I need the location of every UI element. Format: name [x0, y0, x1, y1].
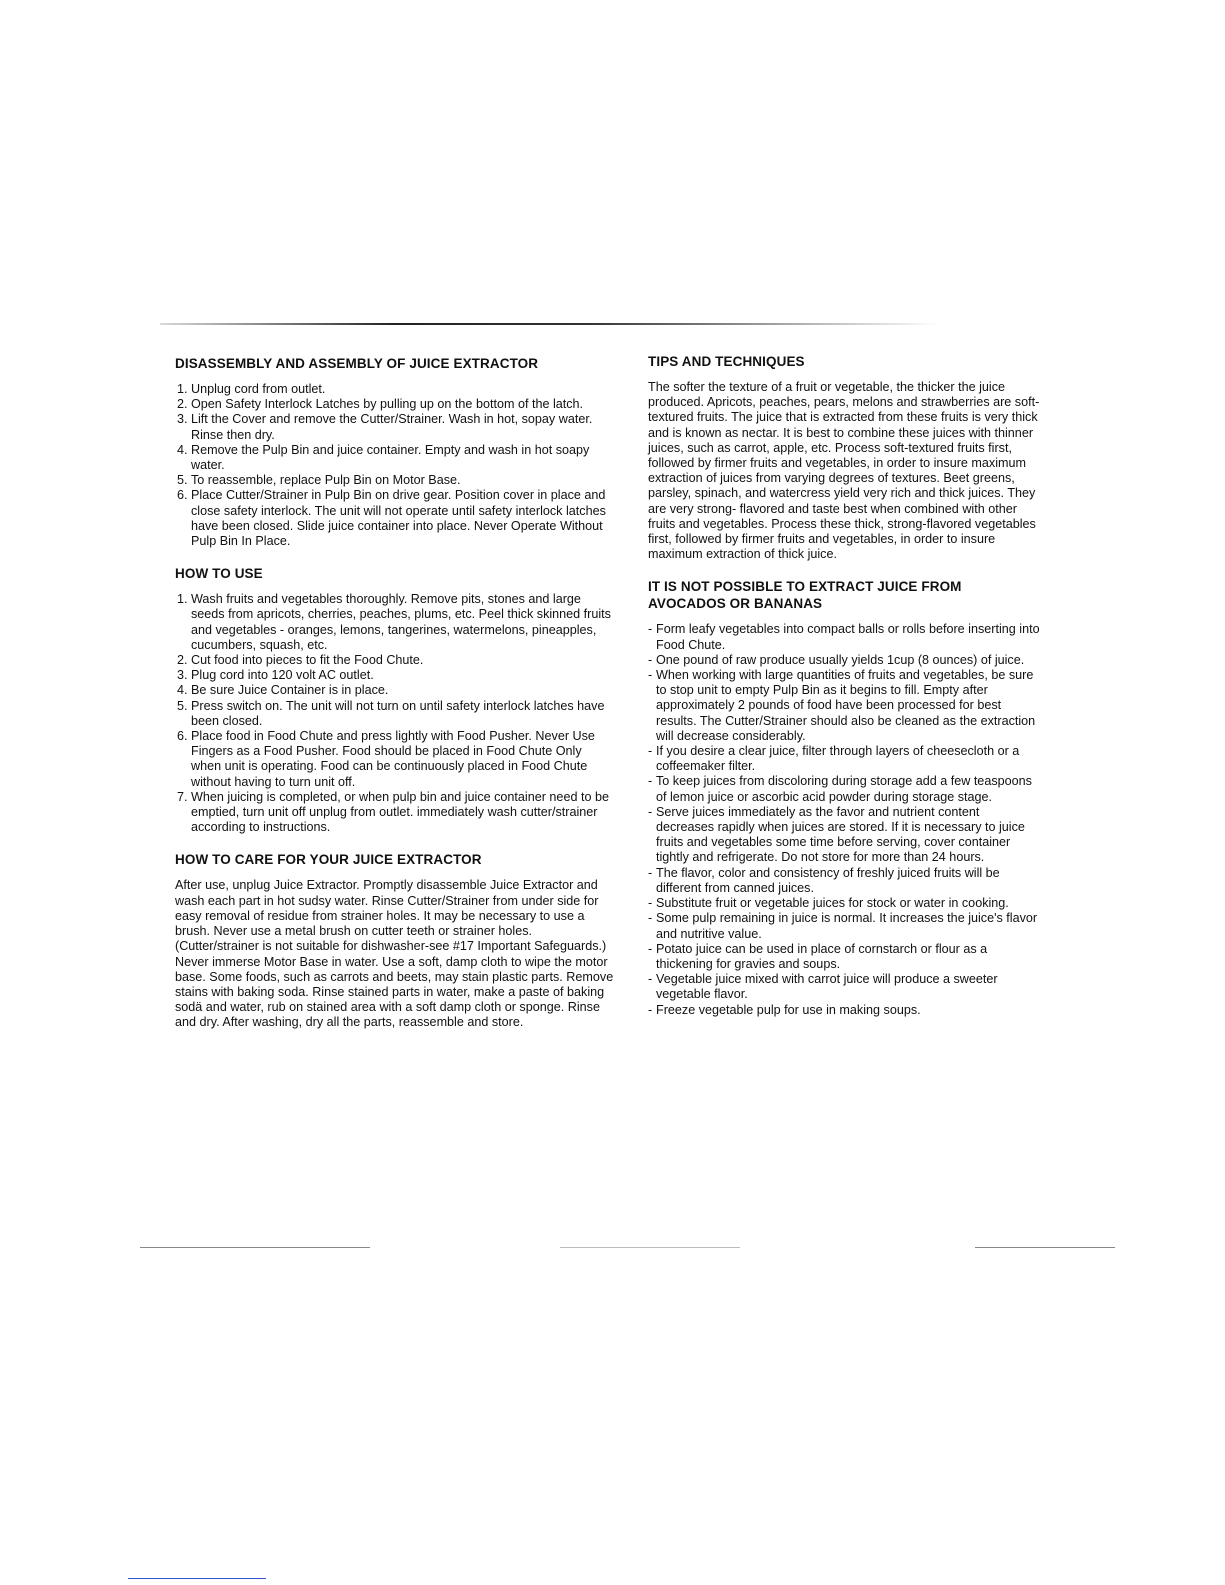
list-item: 5. Press switch on. The unit will not turn on until safety interlock latches have been closed.: [191, 699, 615, 729]
list-item: - If you desire a clear juice, filter through layers of cheesecloth or a coffeemaker filter.: [648, 744, 1040, 774]
list-item: 1. Wash fruits and vegetables thoroughly. Remove pits, stones and large seeds from apricots, cherries, peaches, plums, etc. Peel thick skinned fruits and vegetables - oranges, lemons, tangerines, watermelons, pineapples, cucumbers, squash, etc.: [191, 592, 615, 653]
tips-list: [648, 622, 1040, 1017]
list-item: 2. Open Safety Interlock Latches by pulling up on the bottom of the latch.: [191, 397, 615, 412]
care-section: [175, 851, 615, 1030]
bottom-divider-middle: [560, 1247, 740, 1248]
bottom-divider-left: [140, 1247, 370, 1248]
list-item: 3. Plug cord into 120 volt AC outlet.: [191, 668, 615, 683]
list-item: - Freeze vegetable pulp for use in making soups.: [648, 1003, 1040, 1018]
list-item: - Vegetable juice mixed with carrot juice will produce a sweeter vegetable flavor.: [648, 972, 1040, 1002]
list-item: - Serve juices immediately as the favor and nutrient content decreases rapidly when juices are stored. If it is necessary to juice fruits and vegetables some time before serving, cover container tightly and refrigerate. Do not store for more than 24 hours.: [648, 805, 1040, 866]
list-item: 4. Remove the Pulp Bin and juice container. Empty and wash in hot soapy water.: [191, 443, 615, 473]
list-item: - Some pulp remaining in juice is normal. It increases the juice's flavor and nutritive value.: [648, 911, 1040, 941]
list-item: 7. When juicing is completed, or when pulp bin and juice container need to be emptied, turn unit off unplug from outlet. immediately wash cutter/strainer according to instructions.: [191, 790, 615, 836]
care-body: After use, unplug Juice Extractor. Promptly disassemble Juice Extractor and wash each part in hot sudsy water. Rinse Cutter/Strainer from under side for easy removal of residue from strainer holes. It may be necessary to use a brush. Never use a metal brush on cutter teeth or strainer holes. (Cutter/strainer is not suitable for dishwasher-see #17 Important Safeguards.) Never immerse Motor Base in water. Use a soft, damp cloth to wipe the motor base. Some foods, such as carrots and beets, may stain plastic parts. Remove stains with baking soda. Rinse stained parts in water, make a paste of baking sodä and water, rub on stained area with a soft damp cloth or sponge. Rinse and dry. After washing, dry all the parts, reassemble and store.: [175, 878, 614, 1030]
list-item: 1. Unplug cord from outlet.: [191, 382, 615, 397]
list-item: 4. Be sure Juice Container is in place.: [191, 683, 615, 698]
bottom-divider-right: [975, 1247, 1115, 1248]
right-column: [648, 353, 1040, 1034]
disassembly-heading: DISASSEMBLY AND ASSEMBLY OF JUICE EXTRACTOR: [175, 356, 539, 371]
tips-section: [648, 353, 1040, 562]
list-item: - Potato juice can be used in place of cornstarch or flour as a thickening for gravies and soups.: [648, 942, 1040, 972]
disassembly-section: [175, 355, 615, 549]
top-divider-line: [160, 323, 940, 325]
how-to-use-steps: [175, 592, 615, 835]
list-item: 6. Place food in Food Chute and press lightly with Food Pusher. Never Use Fingers as a Food Pusher. Food should be placed in Food Chute Only when unit is operating. Food can be continuously placed in Food Chute without having to turn unit off.: [191, 729, 615, 790]
list-item: - Substitute fruit or vegetable juices for stock or water in cooking.: [648, 896, 1040, 911]
list-item: 2. Cut food into pieces to fit the Food Chute.: [191, 653, 615, 668]
list-item: 3. Lift the Cover and remove the Cutter/Strainer. Wash in hot, sopay water. Rinse then dry.: [191, 412, 615, 442]
how-to-use-section: [175, 565, 615, 835]
footer-underline: [128, 1578, 266, 1579]
list-item: - To keep juices from discoloring during storage add a few teaspoons of lemon juice or ascorbic acid powder during storage stage.: [648, 774, 1040, 804]
tips-body: The softer the texture of a fruit or vegetable, the thicker the juice produced. Apricots, peaches, pears, melons and strawberries are soft-textured fruits. The juice that is extracted from these fruits is very thick and is known as nectar. It is best to combine these juices with thinner juices, such as carrot, apple, etc. Process soft-textured fruits first, followed by firmer fruits and vegetables, in order to insure maximum extraction of juices from varying degrees of textures. Beet greens, parsley, spinach, and watercress yield very rich and thick juices. They are very strong- flavored and taste best when combined with other fruits and vegetables. Process these thick, strong-flavored vegetables first, followed by firmer fruits and vegetables, in order to insure maximum extraction of thick juice.: [648, 380, 1040, 562]
list-item: 5. To reassemble, replace Pulp Bin on Motor Base.: [191, 473, 615, 488]
left-column: [175, 355, 615, 1047]
disassembly-steps: [175, 382, 615, 549]
care-heading: HOW TO CARE FOR YOUR JUICE EXTRACTOR: [175, 852, 482, 868]
tips-heading: TIPS AND TECHNIQUES: [648, 354, 805, 369]
list-item: - Form leafy vegetables into compact balls or rolls before inserting into Food Chute.: [648, 622, 1040, 652]
avocados-heading: IT IS NOT POSSIBLE TO EXTRACT JUICE FROM AVOCADOS OR BANANAS: [648, 579, 962, 612]
list-item: - The flavor, color and consistency of freshly juiced fruits will be different from canned juices.: [648, 866, 1040, 896]
avocados-section: [648, 578, 1040, 1017]
list-item: - When working with large quantities of fruits and vegetables, be sure to stop unit to empty Pulp Bin as it begins to fill. Empty after approximately 2 pounds of food have been processed for best results. The Cutter/Strainer should also be cleaned as the extraction will decrease considerably.: [648, 668, 1040, 744]
list-item: - One pound of raw produce usually yields 1cup (8 ounces) of juice.: [648, 653, 1040, 668]
how-to-use-heading: HOW TO USE: [175, 566, 263, 582]
list-item: 6. Place Cutter/Strainer in Pulp Bin on drive gear. Position cover in place and close safety interlock. The unit will not operate until safety interlock latches have been closed. Slide juice container into place. Never Operate Without Pulp Bin In Place.: [191, 488, 615, 549]
